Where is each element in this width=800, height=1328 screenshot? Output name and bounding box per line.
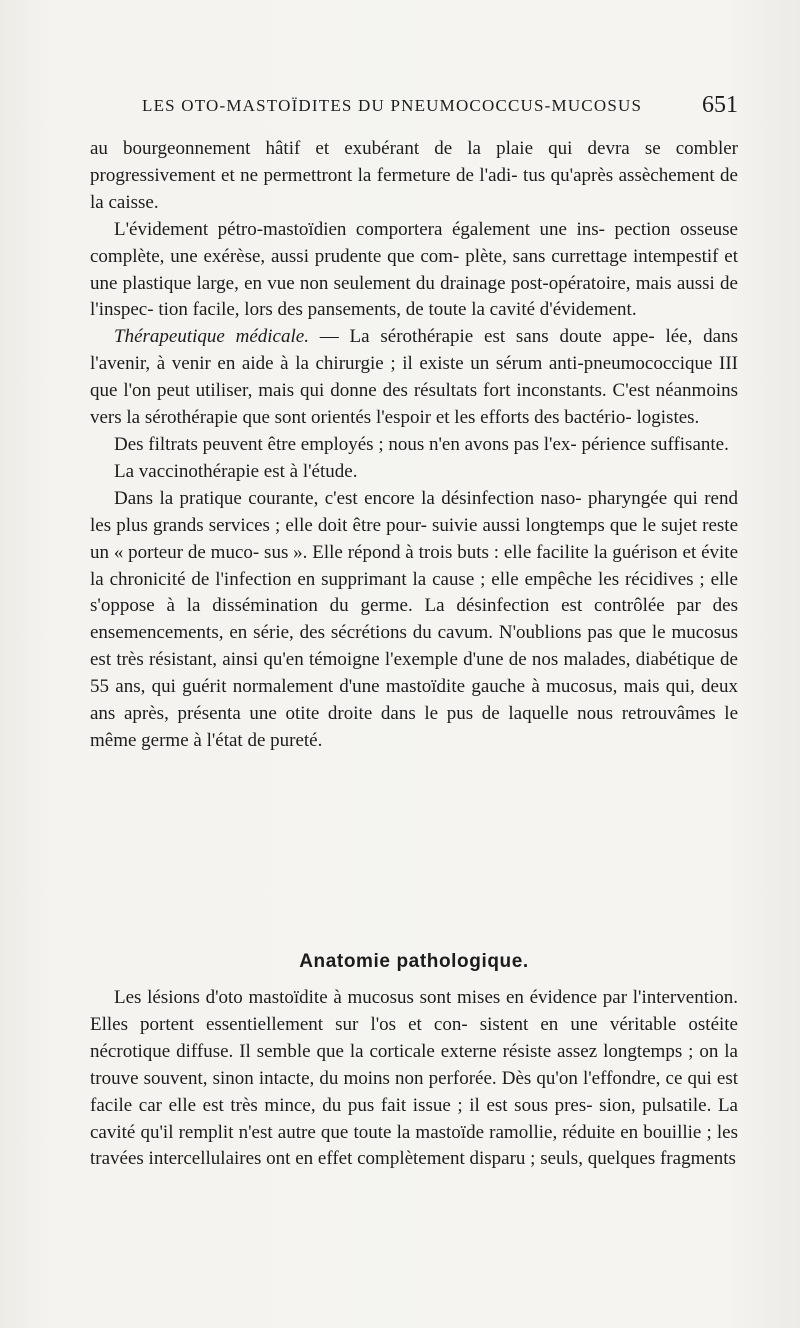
paragraph-3-text: — La sérothérapie est sans doute appe- lée, dans l'avenir, à venir en aide à la chirurgie ; il existe un sérum anti-pneumococcique III que l'on peut utiliser, mais qui donne des résultats fort inconstants. C'est néanmoins vers la sérothérapie que sont orientés l'espoir et les efforts des bactério- logistes. [90,326,738,429]
paragraph-2: L'évidement pétro-mastoïdien comportera également une ins- pection osseuse complète, une exérèse, aussi prudente que com- plète, sans currettage intempestif et une plastique large, en vue non seulement du drainage post-opératoire, mais aussi de l'inspec- tion facile, lors des pansements, de toute la cavité d'évidement. [90,218,738,321]
paragraph-3-lead: Thérapeutique médicale. [114,326,309,348]
paragraph-5: La vaccinothérapie est à l'étude. [114,460,358,482]
section-body [90,985,738,1173]
section-paragraph-1: Les lésions d'oto mastoïdite à mucosus sont mises en évidence par l'intervention. Elles portent essentiellement sur l'os et con- sistent en une véritable ostéite nécrotique diffuse. Il semble que la corticale externe résiste assez longtemps ; on la trouve souvent, sinon intacte, du moins non perforée. Dès qu'on l'effondre, ce qui est facile car elle est très mince, du pus fait issue ; il est sous pres- sion, pulsatile. La cavité qu'il remplit n'est autre que toute la mastoïde ramollie, réduite en bouillie ; les travées intercellulaires ont en effet complètement disparu ; seuls, quelques fragments [90,987,738,1170]
paragraph-6: Dans la pratique courante, c'est encore la désinfection naso- pharyngée qui rend les plus grands services ; elle doit être pour- suivie aussi longtemps que le sujet reste un « porteur de muco- sus ». Elle répond à trois buts : elle facilite la guérison et évite la chronicité de l'infection en supprimant la cause ; elle empêche les récidives ; elle s'oppose à la dissémination du germe. La désinfection est contrôlée par des ensemencements, en série, des sécrétions du cavum. N'oublions pas que le mucosus est très résistant, ainsi qu'en témoigne l'exemple d'une de nos malades, diabétique de 55 ans, qui guérit normalement d'une mastoïdite gauche à mucosus, mais qui, deux ans après, présenta une otite droite dans le pus de laquelle nous retrouvâmes le même germe à l'état de pureté. [90,487,738,751]
body-text [90,136,738,755]
paragraph-1: au bourgeonnement hâtif et exubérant de la plaie qui devra se combler progressivement et ne permettront la fermeture de l'adi- tus qu'après assèchement de la caisse. [90,138,738,213]
paragraph-3 [90,324,738,432]
paragraph-4: Des filtrats peuvent être employés ; nous n'en avons pas l'ex- périence suffisante. [114,433,729,455]
section-title: Anatomie pathologique. [299,951,529,972]
page-number: 651 [702,92,738,118]
page-header [90,94,738,124]
running-title: LES OTO-MASTOÏDITES DU PNEUMOCOCCUS-MUCOSUS [142,96,643,115]
